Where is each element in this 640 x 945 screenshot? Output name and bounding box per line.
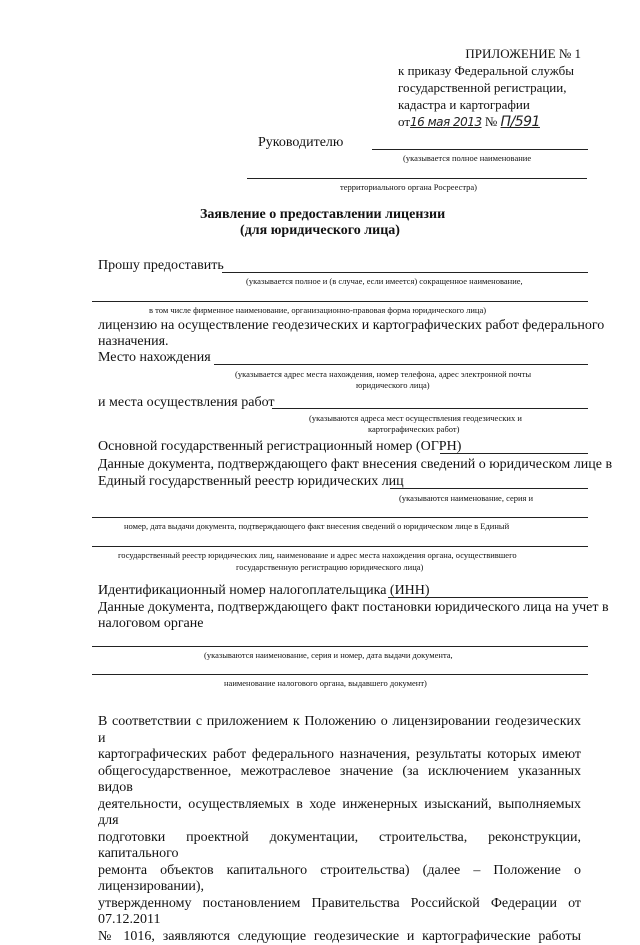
- body-line-5: подготовки проектной документации, строительства, реконструкции, капитального: [98, 830, 581, 863]
- annex-line-registration: государственной регистрации,: [398, 79, 581, 96]
- egrul-hint-2: номер, дата выдачи документа, подтверждающего факт внесения сведений о юридическом лице в Единый: [124, 521, 509, 531]
- body-line-8: № 1016, заявляются следующие геодезические и картографические работы: [98, 929, 581, 945]
- request-hint-2: в том числе фирменное наименование, организационно-правовая форма юридического лица): [149, 305, 486, 315]
- date-prefix: от: [398, 114, 410, 129]
- annex-date-line: [398, 113, 581, 131]
- request-field-line-2[interactable]: [92, 301, 588, 302]
- tax-doc-text-1: Данные документа, подтверждающего факт постановки юридического лица на учет в: [98, 600, 609, 616]
- annex-line-cadastre: кадастра и картографии: [398, 96, 581, 113]
- handwritten-number: П/591: [500, 114, 539, 130]
- body-line-7: утвержденному постановлением Правительства Российской Федерации от 07.12.2011: [98, 896, 581, 929]
- addressee-label: Руководителю: [258, 135, 343, 151]
- body-line-6: ремонта объектов капитального строительства) (далее – Положение о лицензировании),: [98, 863, 581, 896]
- body-paragraph: [98, 714, 581, 945]
- inn-field-line[interactable]: [388, 597, 588, 598]
- annex-header: [398, 45, 581, 131]
- work-places-label: и места осуществления работ: [98, 395, 275, 411]
- inn-label: Идентификационный номер налогоплательщика (ИНН): [98, 583, 430, 599]
- addressee-field-line[interactable]: [372, 149, 588, 150]
- request-text-2: назначения.: [98, 334, 169, 350]
- request-text-1: лицензию на осуществление геодезических и картографических работ федерального: [98, 318, 604, 334]
- egrul-hint-4: государственную регистрацию юридического лица): [236, 562, 423, 572]
- egrul-hint-3: государственный реестр юридических лиц, наименование и адрес места нахождения органа, осуществившего: [118, 550, 517, 560]
- handwritten-date: 16 мая 2013: [410, 115, 482, 129]
- egrul-field-line-3[interactable]: [92, 546, 588, 547]
- work-places-hint-2: картографических работ): [368, 424, 459, 434]
- document-title: [200, 207, 440, 239]
- work-places-hint-1: (указываются адреса мест осуществления геодезических и: [309, 413, 522, 423]
- title-line-2: (для юридического лица): [200, 223, 440, 239]
- ogrn-field-line[interactable]: [440, 453, 588, 454]
- body-line-4: деятельности, осуществляемых в ходе инженерных изысканий, выполняемых для: [98, 797, 581, 830]
- addressee-hint-2: территориального органа Росреестра): [340, 182, 477, 192]
- annex-line-order: к приказу Федеральной службы: [398, 62, 581, 79]
- annex-title: ПРИЛОЖЕНИЕ № 1: [398, 45, 581, 62]
- location-field-line[interactable]: [214, 364, 588, 365]
- body-line-3: общегосударственное, межотраслевое значение (за исключением указанных видов: [98, 764, 581, 797]
- addressee-field-line-2[interactable]: [247, 178, 587, 179]
- request-hint-1: (указывается полное и (в случае, если имеется) сокращенное наименование,: [246, 276, 523, 286]
- ogrn-label: Основной государственный регистрационный номер (ОГРН): [98, 439, 461, 455]
- location-hint-2: юридического лица): [356, 380, 430, 390]
- addressee-hint-1: (указывается полное наименование: [403, 153, 531, 163]
- request-label: Прошу предоставить: [98, 258, 224, 274]
- tax-doc-field-line-2[interactable]: [92, 674, 588, 675]
- title-line-1: Заявление о предоставлении лицензии: [200, 207, 440, 223]
- location-label: Место нахождения: [98, 350, 211, 366]
- tax-doc-hint-1: (указываются наименование, серия и номер, дата выдачи документа,: [204, 650, 453, 660]
- egrul-field-line-2[interactable]: [92, 517, 588, 518]
- body-line-1: В соответствии с приложением к Положению о лицензировании геодезических и: [98, 714, 581, 747]
- egrul-hint-1: (указываются наименование, серия и: [399, 493, 533, 503]
- egrul-text-2: Единый государственный реестр юридических лиц: [98, 474, 404, 490]
- egrul-field-line[interactable]: [390, 488, 588, 489]
- egrul-text-1: Данные документа, подтверждающего факт внесения сведений о юридическом лице в: [98, 457, 612, 473]
- body-line-2: картографических работ федерального назначения, результаты которых имеют: [98, 747, 581, 764]
- tax-doc-hint-2: наименование налогового органа, выдавшего документ): [224, 678, 427, 688]
- tax-doc-field-line[interactable]: [92, 646, 588, 647]
- work-places-field-line[interactable]: [272, 408, 588, 409]
- tax-doc-text-2: налоговом органе: [98, 616, 203, 632]
- number-prefix: №: [485, 114, 497, 129]
- location-hint-1: (указывается адрес места нахождения, номер телефона, адрес электронной почты: [235, 369, 531, 379]
- request-field-line[interactable]: [222, 272, 588, 273]
